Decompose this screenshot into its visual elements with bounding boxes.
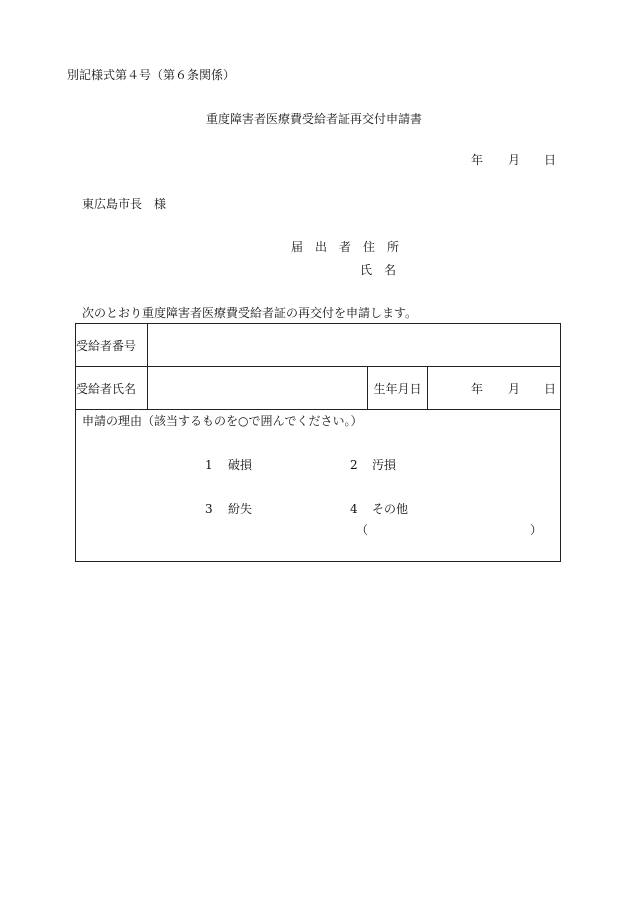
birthdate-label: 生年月日 [368, 367, 428, 410]
reason-3-number: 3 [205, 502, 213, 516]
applicant-name-label: 氏 名 [360, 263, 397, 277]
recipient-name-row [76, 367, 561, 410]
recipient-name-field[interactable] [148, 367, 368, 410]
other-open-paren: （ [356, 523, 369, 537]
date-year-label: 年 [471, 153, 484, 167]
birth-year-label: 年 [471, 382, 484, 396]
reason-row [76, 410, 561, 562]
reason-2-label[interactable]: 汚損 [372, 458, 397, 472]
form-number: 別記様式第４号（第６条関係） [67, 68, 236, 82]
birth-month-label: 月 [508, 382, 521, 396]
reason-2-number: 2 [350, 458, 358, 472]
reason-heading: 申請の理由（該当するものを○で囲んでください。） [82, 414, 363, 428]
reason-4-label[interactable]: その他 [372, 502, 409, 516]
recipient-number-field[interactable] [148, 324, 561, 367]
date-day-label: 日 [544, 153, 557, 167]
applicant-address-label: 届 出 者 住 所 [291, 240, 400, 254]
reason-1-label[interactable]: 破損 [228, 458, 253, 472]
recipient-number-row [76, 324, 561, 367]
birth-day-label: 日 [544, 382, 557, 396]
reason-4-number: 4 [350, 502, 358, 516]
addressee: 東広島市長 様 [82, 197, 167, 211]
application-table [75, 323, 561, 562]
reason-3-label[interactable]: 紛失 [228, 502, 253, 516]
document-title: 重度障害者医療費受給者証再交付申請書 [206, 112, 423, 126]
date-month-label: 月 [508, 153, 521, 167]
recipient-number-label: 受給者番号 [76, 324, 148, 367]
intro-text: 次のとおり重度障害者医療費受給者証の再交付を申請します。 [82, 306, 418, 320]
reason-1-number: 1 [205, 458, 213, 472]
birthdate-field[interactable] [428, 367, 561, 410]
recipient-name-label: 受給者氏名 [76, 367, 148, 410]
other-close-paren: ） [530, 523, 543, 537]
reason-cell [76, 410, 561, 562]
